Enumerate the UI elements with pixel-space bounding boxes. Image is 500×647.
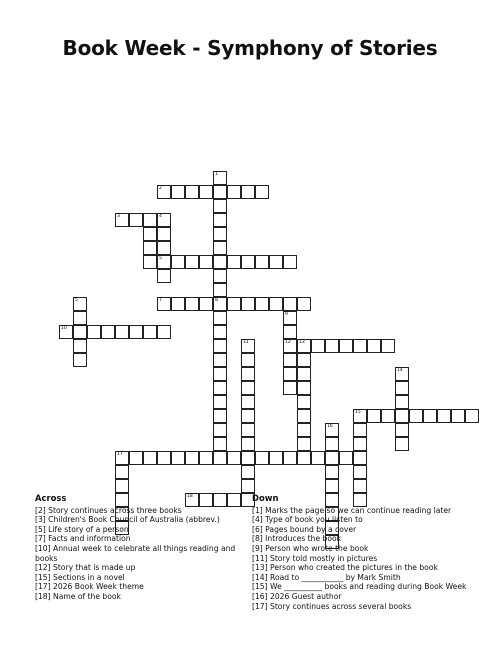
clue-number-label: [10]	[35, 543, 51, 553]
grid-cell[interactable]	[353, 451, 367, 465]
grid-cell[interactable]	[297, 367, 311, 381]
grid-cell[interactable]	[227, 185, 241, 199]
clue-number-label: [12]	[35, 563, 51, 573]
clue-text: Person who created the pictures in the book	[267, 563, 438, 573]
clue-number: 15	[355, 410, 361, 415]
grid-cell[interactable]	[143, 255, 157, 269]
clue-number-label: [11]	[252, 553, 268, 563]
grid-cell[interactable]	[269, 255, 283, 269]
grid-cell[interactable]	[171, 185, 185, 199]
grid-cell[interactable]	[171, 451, 185, 465]
grid-cell[interactable]	[241, 395, 255, 409]
clue-number: 12	[285, 340, 291, 345]
across-clue	[35, 534, 250, 544]
grid-cell[interactable]	[157, 325, 171, 339]
grid-cell[interactable]	[129, 213, 143, 227]
grid-cell[interactable]	[227, 297, 241, 311]
grid-cell[interactable]	[115, 325, 129, 339]
grid-cell[interactable]	[325, 465, 339, 479]
grid-cell[interactable]	[255, 451, 269, 465]
grid-cell[interactable]	[143, 241, 157, 255]
grid-cell[interactable]	[283, 325, 297, 339]
grid-cell[interactable]	[353, 339, 367, 353]
clue-number-label: [15]	[35, 572, 51, 582]
grid-cell[interactable]	[73, 325, 87, 339]
grid-cell[interactable]	[395, 409, 409, 423]
grid-cell[interactable]	[213, 367, 227, 381]
grid-cell[interactable]	[185, 185, 199, 199]
down-clues	[252, 494, 482, 611]
clue-number: 7	[159, 298, 162, 303]
grid-cell[interactable]	[283, 255, 297, 269]
grid-cell[interactable]	[297, 409, 311, 423]
grid-cell[interactable]	[297, 423, 311, 437]
clue-number-label: [9]	[252, 543, 263, 553]
grid-cell[interactable]	[213, 241, 227, 255]
clue-text: Type of book you listen to	[262, 515, 363, 525]
clue-text: Person who wrote the book	[262, 543, 369, 553]
grid-cell[interactable]	[171, 255, 185, 269]
grid-cell[interactable]	[213, 381, 227, 395]
clue-number-label: [16]	[252, 591, 268, 601]
clue-number: 17	[117, 452, 123, 457]
down-clue	[252, 582, 482, 592]
clue-text: Pages bound by a cover	[262, 524, 357, 534]
clue-number-label: [5]	[35, 524, 46, 534]
grid-cell[interactable]	[395, 381, 409, 395]
across-clue	[35, 563, 250, 573]
grid-cell[interactable]	[241, 409, 255, 423]
down-clue	[252, 525, 482, 535]
grid-cell[interactable]	[129, 325, 143, 339]
clue-number-label: [8]	[252, 534, 263, 544]
grid-cell[interactable]	[311, 339, 325, 353]
clue-number-label: [15]	[252, 582, 268, 592]
grid-cell[interactable]	[283, 353, 297, 367]
grid-cell[interactable]	[339, 451, 353, 465]
across-clue	[35, 592, 250, 602]
grid-cell[interactable]	[297, 437, 311, 451]
grid-cell[interactable]	[213, 409, 227, 423]
clue-number-label: [13]	[252, 563, 268, 573]
clue-text: Marks the page so we can continue reading later	[262, 505, 452, 515]
grid-cell[interactable]	[171, 297, 185, 311]
clue-number: 3	[117, 214, 120, 219]
grid-cell[interactable]	[143, 325, 157, 339]
down-clue	[252, 534, 482, 544]
clue-number: 13	[299, 340, 305, 345]
grid-cell[interactable]	[395, 423, 409, 437]
across-clue	[35, 506, 250, 516]
grid-cell[interactable]	[101, 325, 115, 339]
clue-number: 11	[243, 340, 249, 345]
grid-cell[interactable]	[227, 255, 241, 269]
grid-cell[interactable]	[129, 451, 143, 465]
grid-cell[interactable]	[241, 297, 255, 311]
grid-cell[interactable]	[227, 451, 241, 465]
grid-cell[interactable]	[353, 423, 367, 437]
clue-text: Life story of a person	[45, 524, 129, 534]
clue-number: 8	[215, 298, 218, 303]
grid-cell[interactable]	[199, 451, 213, 465]
grid-cell[interactable]	[297, 395, 311, 409]
grid-cell[interactable]	[395, 395, 409, 409]
clue-number-label: [18]	[35, 591, 51, 601]
grid-cell[interactable]	[367, 339, 381, 353]
grid-cell[interactable]	[115, 465, 129, 479]
grid-cell[interactable]	[325, 479, 339, 493]
clue-number-label: [14]	[252, 572, 268, 582]
grid-cell[interactable]	[297, 381, 311, 395]
grid-cell[interactable]	[255, 185, 269, 199]
down-clue	[252, 563, 482, 573]
clue-text: Sections in a novel	[50, 572, 125, 582]
grid-cell[interactable]	[87, 325, 101, 339]
grid-cell[interactable]	[213, 213, 227, 227]
clue-number-label: [2]	[35, 505, 46, 515]
clue-text: Story that is made up	[50, 563, 136, 573]
clue-text: Children's Book Council of Australia (abbrev.)	[45, 515, 220, 525]
across-clue	[35, 515, 250, 525]
grid-cell[interactable]	[213, 199, 227, 213]
grid-cell[interactable]	[297, 353, 311, 367]
grid-cell[interactable]	[143, 227, 157, 241]
grid-cell[interactable]	[241, 437, 255, 451]
grid-cell[interactable]	[255, 255, 269, 269]
grid-cell[interactable]	[283, 451, 297, 465]
clue-number-label: [7]	[35, 534, 46, 544]
across-heading: Across	[35, 493, 67, 503]
grid-cell[interactable]	[241, 423, 255, 437]
grid-cell[interactable]	[199, 185, 213, 199]
clue-number: 5	[75, 298, 78, 303]
grid-cell[interactable]	[241, 353, 255, 367]
grid-cell[interactable]	[213, 227, 227, 241]
clue-number-label: [17]	[252, 601, 268, 611]
grid-cell[interactable]	[157, 451, 171, 465]
down-heading: Down	[252, 493, 279, 503]
clue-text: 2026 Guest author	[267, 591, 342, 601]
grid-cell[interactable]	[381, 339, 395, 353]
grid-cell[interactable]	[241, 381, 255, 395]
grid-cell[interactable]	[283, 381, 297, 395]
grid-cell[interactable]	[241, 451, 255, 465]
clue-text: Story continues across several books	[267, 601, 412, 611]
clue-number: 2	[159, 186, 162, 191]
across-clue	[35, 525, 250, 535]
grid-cell[interactable]	[269, 297, 283, 311]
grid-cell[interactable]	[241, 479, 255, 493]
down-clue	[252, 515, 482, 525]
across-clue	[35, 544, 250, 563]
clue-number: 9	[285, 312, 288, 317]
grid-cell[interactable]	[241, 465, 255, 479]
down-clue	[252, 544, 482, 554]
clue-number: 10	[61, 326, 67, 331]
down-clue	[252, 592, 482, 602]
grid-cell[interactable]	[213, 311, 227, 325]
clue-number: 18	[187, 494, 193, 499]
grid-cell[interactable]	[353, 465, 367, 479]
grid-cell[interactable]	[143, 213, 157, 227]
clue-number: 4	[159, 214, 162, 219]
grid-cell[interactable]	[157, 241, 171, 255]
grid-cell[interactable]	[185, 297, 199, 311]
grid-cell[interactable]	[213, 339, 227, 353]
down-clue	[252, 602, 482, 612]
grid-cell[interactable]	[451, 409, 465, 423]
grid-cell[interactable]	[283, 367, 297, 381]
grid-cell[interactable]	[213, 437, 227, 451]
grid-cell[interactable]	[213, 185, 227, 199]
page-title: Book Week - Symphony of Stories	[62, 36, 438, 60]
across-clue	[35, 573, 250, 583]
grid-cell[interactable]	[199, 297, 213, 311]
clue-text: Facts and information	[45, 534, 131, 544]
grid-cell[interactable]	[437, 409, 451, 423]
clue-text: Road to ___________ by Mark Smith	[267, 572, 401, 582]
grid-cell[interactable]	[115, 479, 129, 493]
down-clue	[252, 573, 482, 583]
clue-text: Story continues across three books	[45, 505, 182, 515]
grid-cell[interactable]	[241, 367, 255, 381]
grid-cell[interactable]	[381, 409, 395, 423]
grid-cell[interactable]	[325, 451, 339, 465]
grid-cell[interactable]	[185, 451, 199, 465]
clue-text: Name of the book	[50, 591, 121, 601]
grid-cell[interactable]	[73, 311, 87, 325]
clue-number: 16	[327, 424, 333, 429]
grid-cell[interactable]	[213, 283, 227, 297]
grid-cell[interactable]	[325, 339, 339, 353]
clue-number-label: [1]	[252, 505, 263, 515]
grid-cell[interactable]	[73, 353, 87, 367]
clue-number-label: [17]	[35, 582, 51, 592]
grid-cell[interactable]	[465, 409, 479, 423]
grid-cell[interactable]	[353, 437, 367, 451]
grid-cell[interactable]	[213, 255, 227, 269]
grid-cell[interactable]	[409, 409, 423, 423]
grid-cell[interactable]	[213, 269, 227, 283]
grid-cell[interactable]	[213, 353, 227, 367]
grid-cell[interactable]	[185, 255, 199, 269]
grid-cell[interactable]	[367, 409, 381, 423]
grid-cell[interactable]	[157, 227, 171, 241]
clue-number-label: [3]	[35, 515, 46, 525]
grid-cell[interactable]	[157, 269, 171, 283]
grid-cell[interactable]	[297, 297, 311, 311]
down-clue	[252, 554, 482, 564]
grid-cell[interactable]	[339, 339, 353, 353]
grid-cell[interactable]	[297, 451, 311, 465]
clue-text: 2026 Book Week theme	[50, 582, 144, 592]
grid-cell[interactable]	[269, 451, 283, 465]
grid-cell[interactable]	[283, 297, 297, 311]
grid-cell[interactable]	[213, 395, 227, 409]
clue-text: Story told mostly in pictures	[267, 553, 378, 563]
grid-cell[interactable]	[311, 451, 325, 465]
clue-number-label: [6]	[252, 524, 263, 534]
clue-text: Introduces the book	[262, 534, 342, 544]
grid-cell[interactable]	[423, 409, 437, 423]
across-clues	[35, 494, 250, 602]
grid-cell[interactable]	[213, 325, 227, 339]
grid-cell[interactable]	[241, 185, 255, 199]
grid-cell[interactable]	[353, 479, 367, 493]
down-clue	[252, 506, 482, 516]
grid-cell[interactable]	[73, 339, 87, 353]
clue-text: We __________ books and reading during Book Week	[267, 582, 467, 592]
grid-cell[interactable]	[143, 451, 157, 465]
grid-cell[interactable]	[199, 255, 213, 269]
grid-cell[interactable]	[255, 297, 269, 311]
across-clue	[35, 582, 250, 592]
grid-cell[interactable]	[213, 451, 227, 465]
grid-cell[interactable]	[325, 437, 339, 451]
clue-number-label: [4]	[252, 515, 263, 525]
clue-number: 5	[159, 256, 162, 261]
clue-text: Annual week to celebrate all things reading and books	[35, 543, 236, 563]
grid-cell[interactable]	[241, 255, 255, 269]
clue-number: 14	[397, 368, 403, 373]
grid-cell[interactable]	[395, 437, 409, 451]
clue-number: 1	[215, 172, 218, 177]
grid-cell[interactable]	[213, 423, 227, 437]
